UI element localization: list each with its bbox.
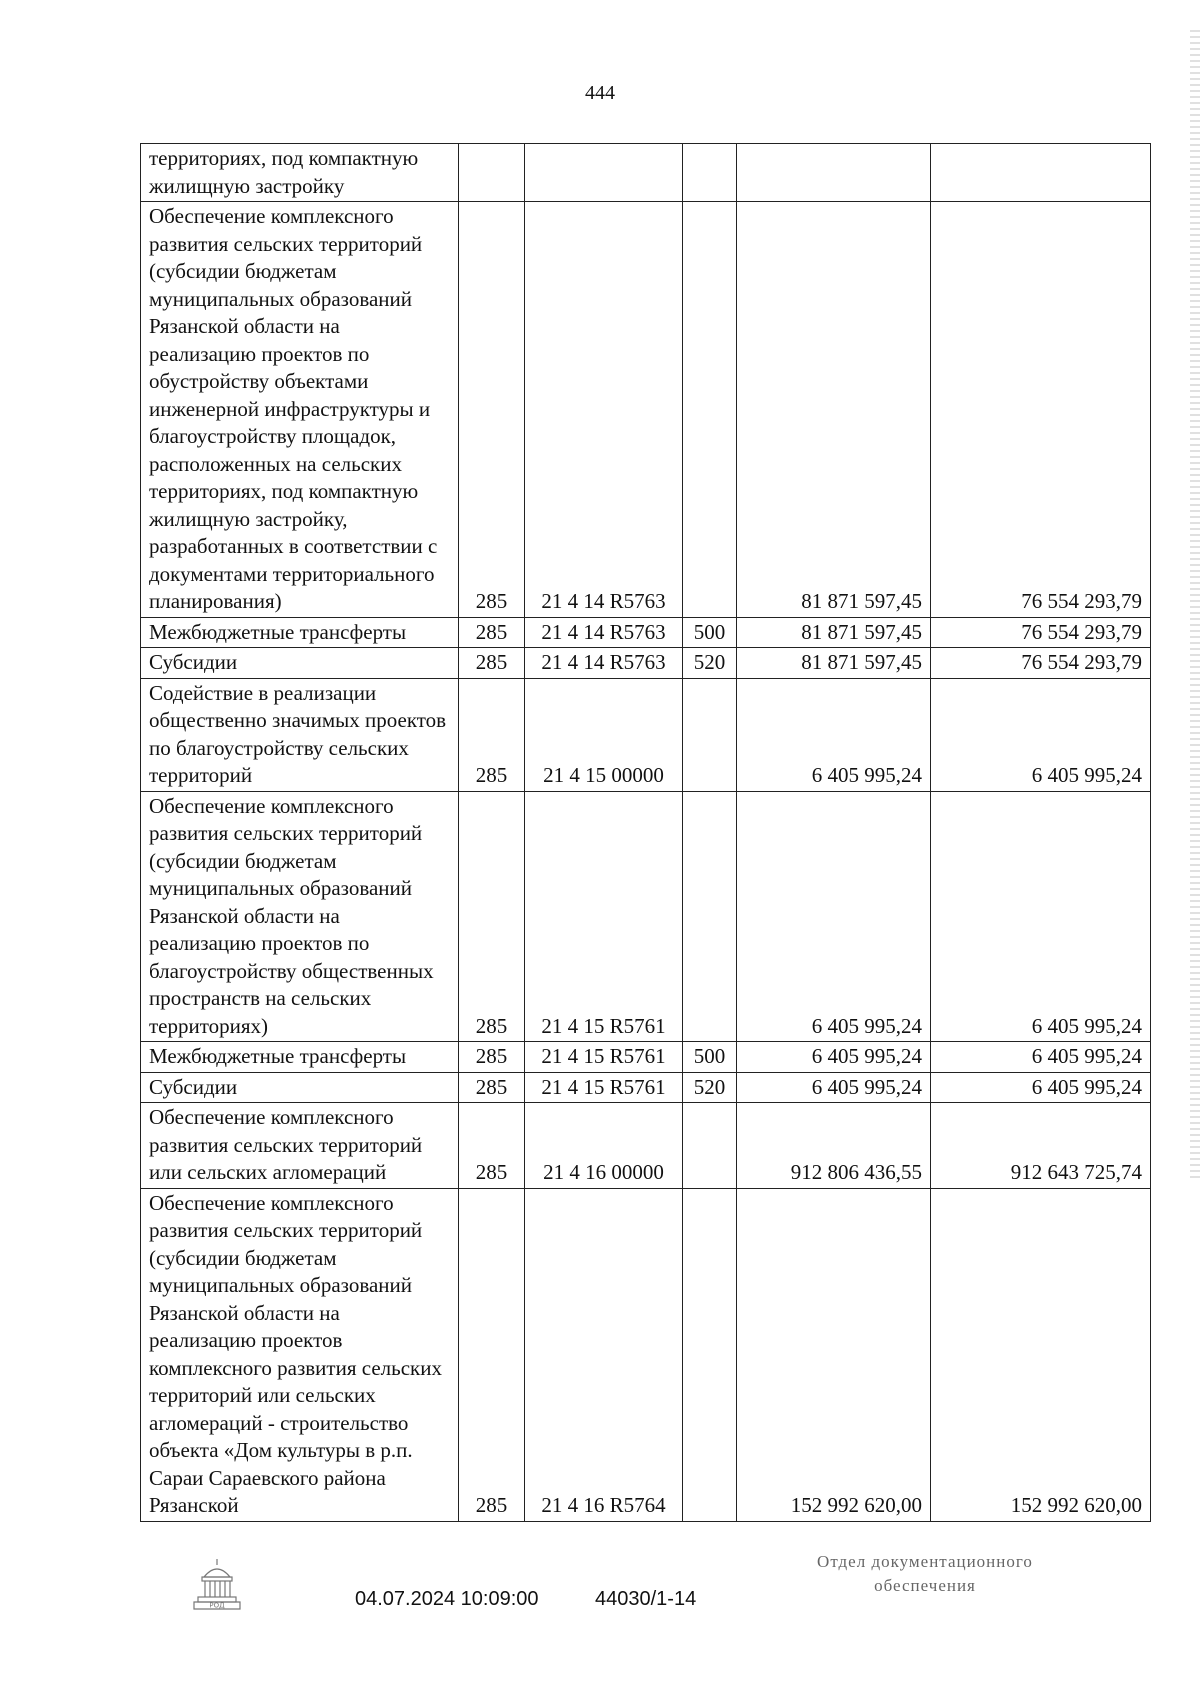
- cell-sum-2025: 81 871 597,45: [737, 617, 931, 648]
- cell-sum-2025: 6 405 995,24: [737, 678, 931, 791]
- budget-table: [140, 143, 1151, 1522]
- ryazan-duma-emblem-icon: [190, 1555, 244, 1617]
- stamp-line-1: Отдел документационного: [817, 1552, 1033, 1571]
- table-row: [141, 144, 1151, 202]
- cell-ved: 285: [459, 1042, 525, 1073]
- cell-name: Субсидии: [141, 648, 459, 679]
- cell-csr: 21 4 15 R5761: [525, 1042, 683, 1073]
- cell-vr: 520: [683, 648, 737, 679]
- scan-edge-artifact: [1190, 30, 1200, 1180]
- department-stamp: [770, 1550, 1080, 1598]
- cell-csr: [525, 144, 683, 202]
- cell-sum-2026: 6 405 995,24: [931, 678, 1151, 791]
- cell-vr: 500: [683, 1042, 737, 1073]
- table-row: [141, 648, 1151, 679]
- cell-csr: 21 4 16 00000: [525, 1103, 683, 1189]
- cell-vr: 520: [683, 1072, 737, 1103]
- cell-ved: 285: [459, 202, 525, 618]
- cell-name: Содействие в реализации общественно значимых проектов по благоустройству сельских территорий: [141, 678, 459, 791]
- cell-sum-2026: [931, 144, 1151, 202]
- svg-text:РОД: РОД: [209, 1601, 225, 1610]
- cell-csr: 21 4 16 R5764: [525, 1188, 683, 1521]
- cell-sum-2026: 76 554 293,79: [931, 617, 1151, 648]
- cell-sum-2025: 81 871 597,45: [737, 648, 931, 679]
- cell-name: Межбюджетные трансферты: [141, 1042, 459, 1073]
- cell-csr: 21 4 15 R5761: [525, 1072, 683, 1103]
- cell-ved: 285: [459, 1103, 525, 1189]
- table-row: [141, 1072, 1151, 1103]
- cell-name: Субсидии: [141, 1072, 459, 1103]
- cell-name: территориях, под компактную жилищную застройку: [141, 144, 459, 202]
- cell-ved: 285: [459, 791, 525, 1042]
- cell-csr: 21 4 14 R5763: [525, 648, 683, 679]
- cell-ved: 285: [459, 1072, 525, 1103]
- cell-vr: [683, 678, 737, 791]
- cell-sum-2025: 912 806 436,55: [737, 1103, 931, 1189]
- table-row: [141, 202, 1151, 618]
- table-row: [141, 617, 1151, 648]
- cell-csr: 21 4 15 00000: [525, 678, 683, 791]
- cell-vr: [683, 144, 737, 202]
- stamp-line-2: обеспечения: [874, 1576, 976, 1595]
- cell-sum-2025: 6 405 995,24: [737, 1072, 931, 1103]
- cell-ved: 285: [459, 1188, 525, 1521]
- cell-name: Обеспечение комплексного развития сельских территорий или сельских агломераций: [141, 1103, 459, 1189]
- cell-csr: 21 4 14 R5763: [525, 617, 683, 648]
- cell-sum-2026: 152 992 620,00: [931, 1188, 1151, 1521]
- footer-doc-code: 44030/1-14: [595, 1588, 697, 1610]
- cell-sum-2025: 152 992 620,00: [737, 1188, 931, 1521]
- cell-vr: [683, 791, 737, 1042]
- cell-sum-2026: 912 643 725,74: [931, 1103, 1151, 1189]
- cell-csr: 21 4 14 R5763: [525, 202, 683, 618]
- footer-timestamp: 04.07.2024 10:09:00: [355, 1588, 539, 1610]
- table-row: [141, 1103, 1151, 1189]
- cell-sum-2026: 76 554 293,79: [931, 648, 1151, 679]
- cell-sum-2026: 76 554 293,79: [931, 202, 1151, 618]
- cell-vr: [683, 1103, 737, 1189]
- page-number: 444: [585, 82, 615, 104]
- cell-ved: [459, 144, 525, 202]
- cell-sum-2026: 6 405 995,24: [931, 1042, 1151, 1073]
- cell-name: Обеспечение комплексного развития сельских территорий (субсидии бюджетам муниципальных образований Рязанской области на реализацию проектов по обустройству объектами инженерной инфраструктуры и благоустройству площадок, расположенных на сельских территориях, под компактную жилищную застройку, разработанных в соответствии с документами территориального планирования): [141, 202, 459, 618]
- cell-vr: [683, 1188, 737, 1521]
- table-row: [141, 1188, 1151, 1521]
- cell-name: Обеспечение комплексного развития сельских территорий (субсидии бюджетам муниципальных образований Рязанской области на реализацию проектов по благоустройству общественных пространств на сельских территориях): [141, 791, 459, 1042]
- cell-ved: 285: [459, 617, 525, 648]
- cell-name: Обеспечение комплексного развития сельских территорий (субсидии бюджетам муниципальных образований Рязанской области на реализацию проектов комплексного развития сельских территорий или сельских агломераций - строительство объекта «Дом культуры в р.п. Сараи Сараевского района Рязанской: [141, 1188, 459, 1521]
- cell-name: Межбюджетные трансферты: [141, 617, 459, 648]
- cell-vr: 500: [683, 617, 737, 648]
- table-row: [141, 1042, 1151, 1073]
- cell-sum-2025: 81 871 597,45: [737, 202, 931, 618]
- cell-sum-2025: 6 405 995,24: [737, 1042, 931, 1073]
- cell-sum-2025: [737, 144, 931, 202]
- cell-sum-2026: 6 405 995,24: [931, 1072, 1151, 1103]
- cell-ved: 285: [459, 648, 525, 679]
- cell-ved: 285: [459, 678, 525, 791]
- cell-sum-2026: 6 405 995,24: [931, 791, 1151, 1042]
- cell-vr: [683, 202, 737, 618]
- table-row: [141, 791, 1151, 1042]
- cell-sum-2025: 6 405 995,24: [737, 791, 931, 1042]
- cell-csr: 21 4 15 R5761: [525, 791, 683, 1042]
- table-row: [141, 678, 1151, 791]
- budget-table-body: [141, 144, 1151, 1522]
